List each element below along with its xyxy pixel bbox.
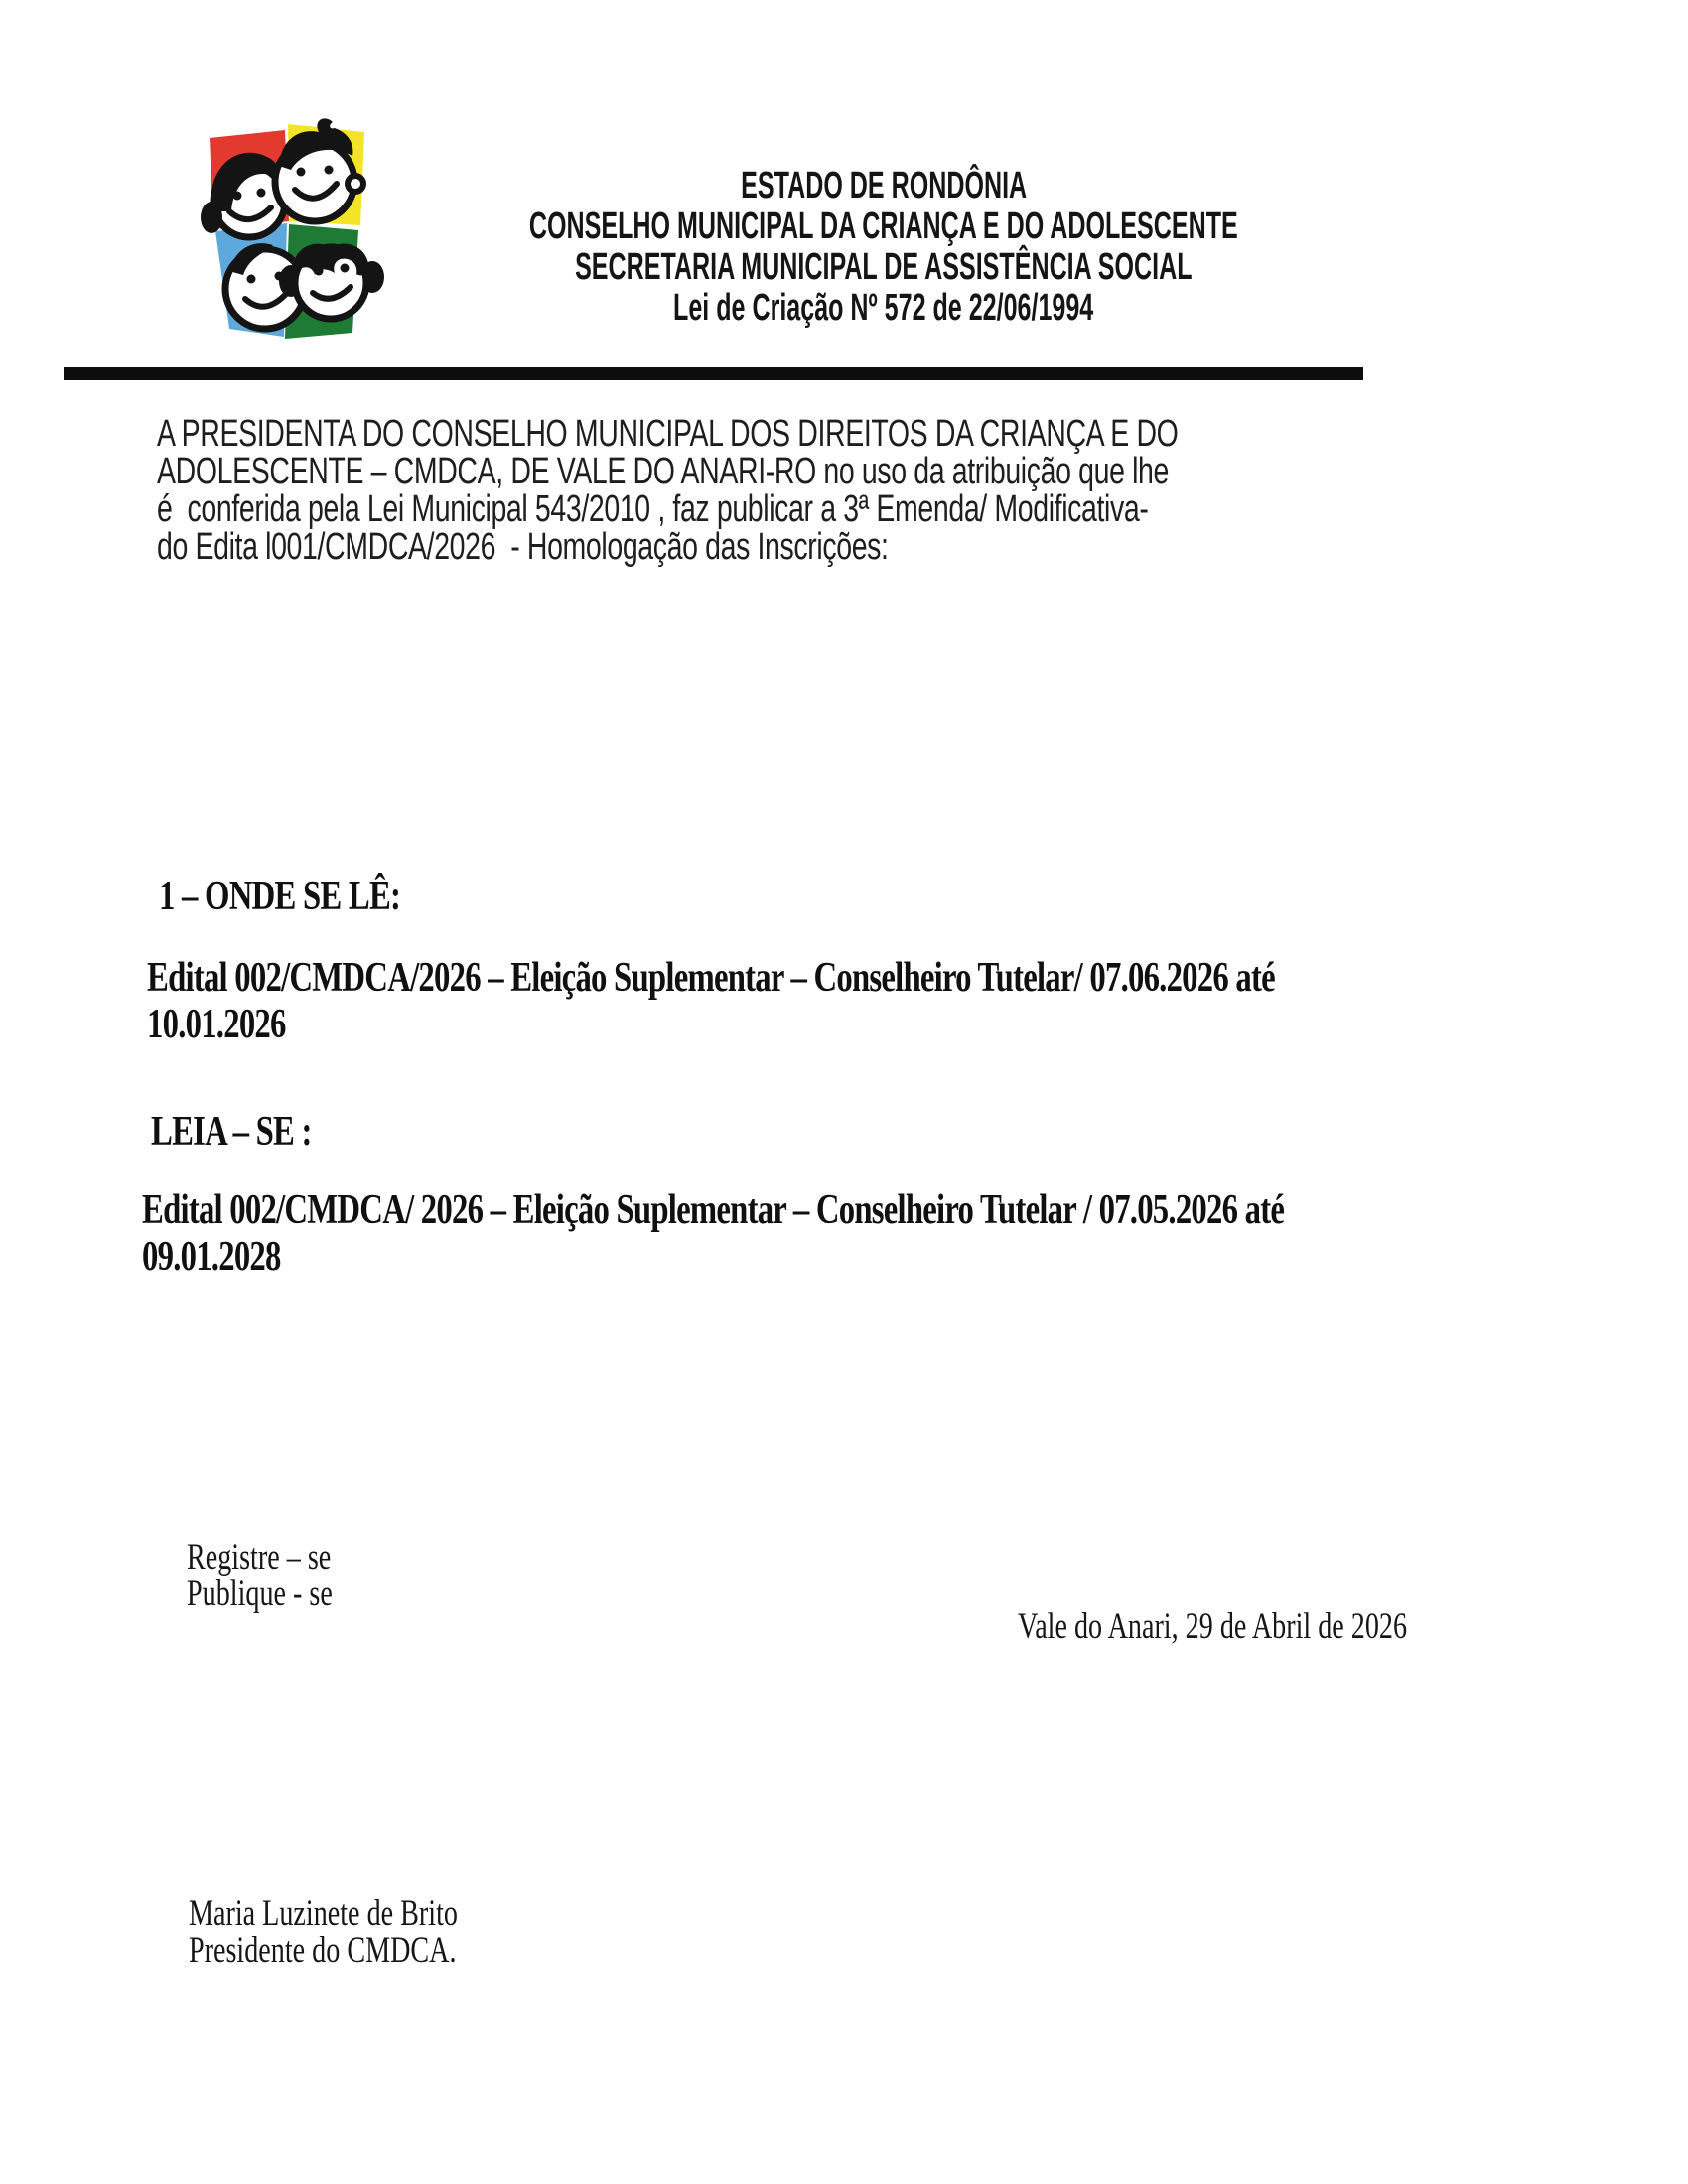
opening-paragraph	[157, 415, 1518, 566]
place-date-line: Vale do Anari, 29 de Abril de 2026	[1018, 1606, 1408, 1647]
edital-new-text	[142, 1187, 1607, 1281]
publique-se-line: Publique - se	[187, 1573, 333, 1614]
paragraph-line: do Edita l001/CMDCA/2026 - Homologação das Inscrições:	[157, 526, 889, 568]
paragraph-line: A PRESIDENTA DO CONSELHO MUNICIPAL DOS DIREITOS DA CRIANÇA E DO	[157, 413, 1179, 455]
paragraph-line: é conferida pela Lei Municipal 543/2010 , faz publicar a 3ª Emenda/ Modificativa-	[157, 488, 1149, 530]
signature-block	[189, 1895, 543, 1969]
edital-line: 10.01.2026	[147, 1002, 286, 1047]
letterhead	[278, 166, 1489, 329]
edital-line: 09.01.2028	[142, 1234, 281, 1280]
edital-line: Edital 002/CMDCA/2026 – Eleição Suplementar – Conselheiro Tutelar/ 07.06.2026 até	[147, 955, 1275, 1001]
edital-line: Edital 002/CMDCA/ 2026 – Eleição Suplementar – Conselheiro Tutelar / 07.05.2026 até	[142, 1187, 1285, 1233]
closing-block	[187, 1539, 378, 1612]
edital-old-text	[147, 955, 1593, 1048]
header-divider-rule	[64, 367, 1363, 380]
section-leia-se-heading: LEIA – SE :	[151, 1109, 312, 1155]
paragraph-line: ADOLESCENTE – CMDCA, DE VALE DO ANARI-RO no uso da atribuição que lhe	[157, 451, 1170, 492]
letterhead-line-state: ESTADO DE RONDÔNIA	[741, 165, 1027, 206]
signature-title: Presidente do CMDCA.	[189, 1930, 457, 1971]
section-onde-se-le-heading: 1 – ONDE SE LÊ:	[159, 874, 401, 919]
registre-se-line: Registre – se	[187, 1537, 332, 1577]
letterhead-line-council: CONSELHO MUNICIPAL DA CRIANÇA E DO ADOLESCENTE	[529, 205, 1238, 247]
letterhead-line-secretariat: SECRETARIA MUNICIPAL DE ASSISTÊNCIA SOCIAL	[575, 246, 1193, 288]
letterhead-line-law: Lei de Criação Nº 572 de 22/06/1994	[673, 287, 1094, 329]
signature-name: Maria Luzinete de Brito	[189, 1893, 458, 1934]
